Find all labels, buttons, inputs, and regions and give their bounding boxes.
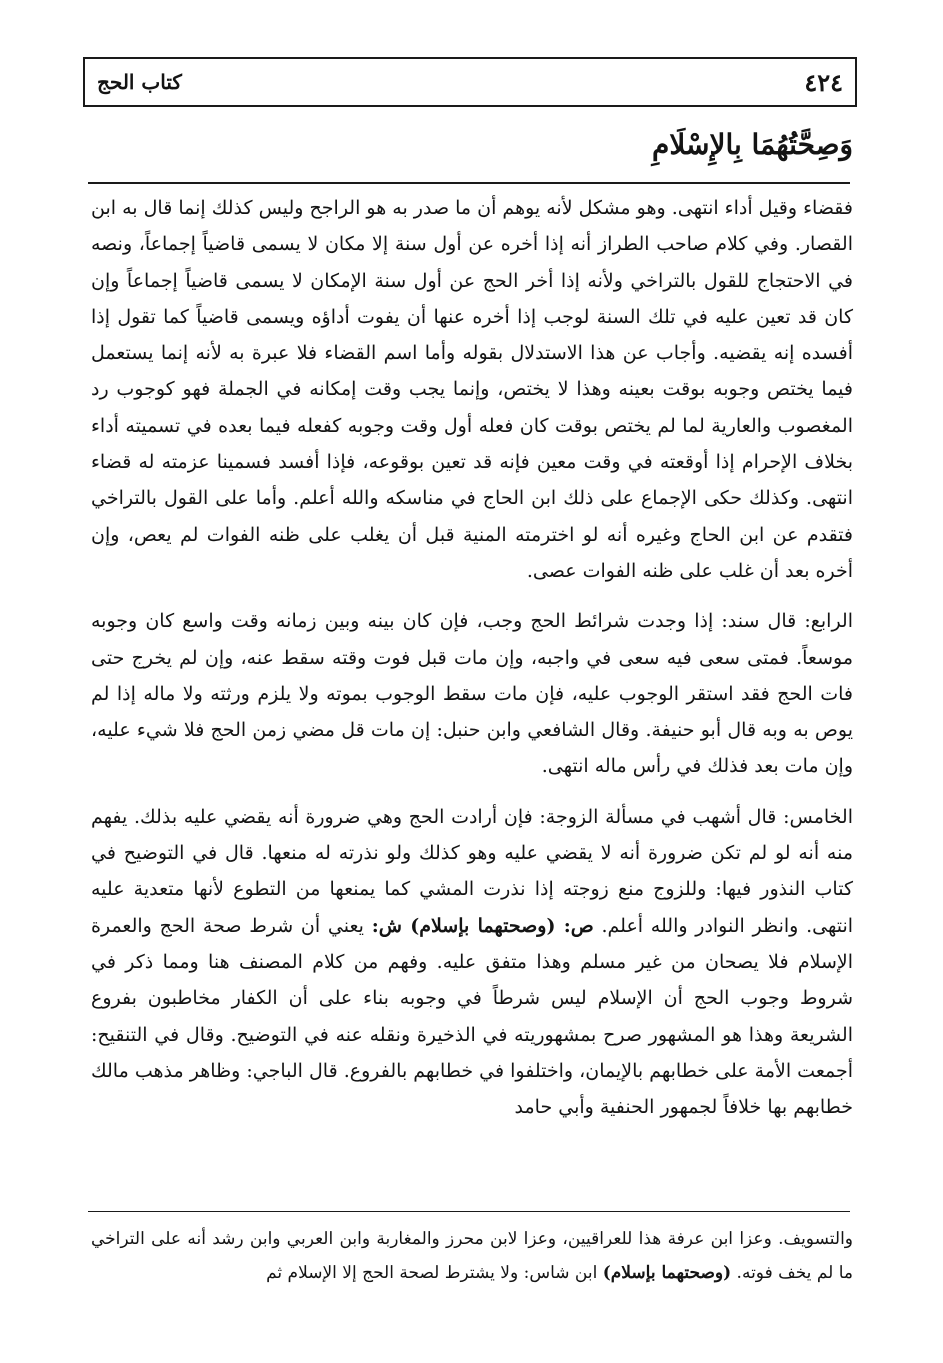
paragraph-rabi: الرابع: قال سند: إذا وجدت شرائط الحج وجب، فإن كان بينه وبين زمانه وقت واسع كان وجوبه موسعاً. فمتى سعى فيه سعى في واجبه، وإن مات قبل فوت وقته سقط عنه، وإن لم يخرج حتى فات الحج فقد استقر الوجوب عليه، فإن مات سقط الوجوب بموته ولا يلزم ورثته ولا ماله إذا لم يوص به وبه قال أبو حنيفة. وقال الشافعي وابن حنبل: إن مات قل مضي زمن الحج فلا شيء عليه، وإن مات بعد فذلك في رأس ماله انتهى. bbox=[91, 610, 854, 778]
matn-divider bbox=[88, 182, 850, 184]
footnote-divider bbox=[88, 1211, 850, 1212]
page-number: ٤٢٤ bbox=[804, 68, 843, 97]
matn-heading: وَصِحَّتُهُمَا بِالإِسْلَامِ bbox=[652, 128, 853, 161]
page-header bbox=[83, 57, 857, 107]
running-title: كتاب الحج bbox=[97, 70, 182, 94]
footnote-matn-quote: (وصحتهما بإسلام) bbox=[602, 1263, 732, 1283]
footnote-text: والتسويف. وعزا ابن عرفة هذا للعراقيين، وعزا لابن محرز والمغاربة وابن العربي وابن رشد أنه على التراخي ما لم يخف فوته. (وصحتهما بإسلام) ابن شاس: ولا يشترط لصحة الحج إلا الإسلام ثم bbox=[91, 1229, 853, 1283]
paragraph-khamis: الخامس: قال أشهب في مسألة الزوجة: فإن أرادت الحج وهي ضرورة أنه يقضي عليه بذلك. يفهم منه أنه لو لم تكن ضرورة أنه لا يقضي عليه وهو كذلك ولو نذرته له منعها. قال في التوضيح في كتاب النذور فيها: وللزوج منع زوجته إذا نذرت المشي كما يمنعها من التطوع لأنها متعدية عليه انتهى. وانظر النوادر والله أعلم. ص: (وصحتهما بإسلام) ش: يعني أن شرط صحة الحج والعمرة الإسلام فلا يصحان من غير مسلم وهذا متفق عليه. وفهم من كلام المصنف هنا ومما ذكر في شروط وجوب الحج أن الإسلام ليس شرطاً في وجوبه بناء على أن الكفار مخاطبون بفروع الشريعة وهذا هو المشهور صرح بمشهوريته في الذخيرة ونقله عنه في التوضيح. وقال في التنقيح: أجمعت الأمة على خطابهم بالإيمان، واختلفوا في خطابهم بالفروع. قال الباجي: وظاهر مذهب مالك خطابهم بها خلافاً لجمهور الحنفية وأبي حامد bbox=[91, 805, 854, 1119]
matn-quote: ص: (وصحتهما بإسلام) ش: bbox=[371, 914, 594, 937]
commentary-body bbox=[91, 190, 853, 1125]
paragraph-qada: فقضاء وقيل أداء انتهى. وهو مشكل لأنه يوهم أن ما صدر به هو الراجح وليس كذلك إنما قال به ابن القصار. وفي كلام صاحب الطراز أنه إذا أخره عن أول سنة إلا مكان لا يسمى قاضياً إجماعاً، ونصه في الاحتجاج للقول بالتراخي ولأنه إذا أخر الحج عن أول سنة الإمكان لا يسمى قاضياً إجماعاً وإن كان قد تعين عليه في تلك السنة لوجب إذا أخره عنها أن يفوت أداؤه ويسمى قاضياً كما تقول إذا أفسده إنه يقضيه. وأجاب عن هذا الاستدلال بقوله وأما اسم القضاء فلا عبرة به لأنه إنما يستعمل فيما يختص وجوبه بوقت بعينه وهذا لا يختص، وإنما يجب وقت إمكانه في الجملة فهو كوجوب رد المغصوب والعارية لما لم يختص بوقت كان فعله أول وقت وجوبه كفعله فيما بعده في تسميته أداء بخلاف الإحرام إذا أوقعته في وقت معين فإنه قد تعين بوقوعه، فإذا أفسد فسمينا عزمته له قضاء انتهى. وكذلك حكى الإجماع على ذلك ابن الحاج في مناسكه والله أعلم. وأما على القول بالتراخي فتقدم عن ابن الحاج وغيره أنه لو اخترمته المنية قبل أن يغلب على ظنه الفوات لم يعص، وإن أخره بعد أن غلب على ظنه الفوات عصى. bbox=[91, 197, 853, 582]
footnote bbox=[91, 1222, 853, 1290]
